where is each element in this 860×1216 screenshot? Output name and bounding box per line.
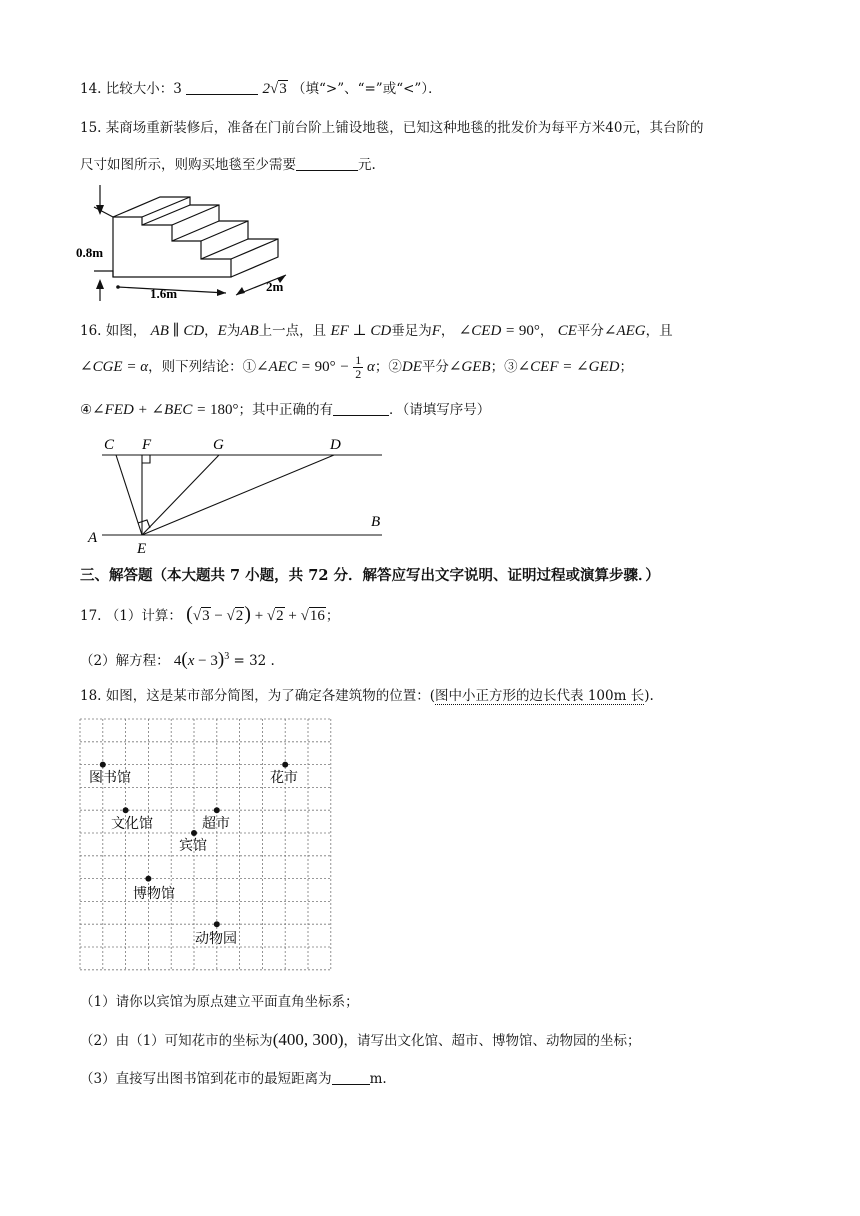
right-angle-f xyxy=(142,455,150,463)
q17-text: 17. （1）计算： xyxy=(80,608,182,624)
q17-part1: 17. （1）计算： (√3 − √2) + √2 + √16； xyxy=(80,603,340,625)
q18-text: （2）由（1）可知花市的坐标为 xyxy=(80,1033,273,1049)
q14-prefix: 14. 比较大小：3 xyxy=(80,81,182,97)
q16-text: ，且 xyxy=(645,323,673,339)
stairs-figure xyxy=(76,183,326,305)
map-label-culture-hall: 文化馆 xyxy=(111,817,153,832)
q16-text: 16. 如图， xyxy=(80,323,147,339)
map-label-zoo: 动物园 xyxy=(195,932,237,947)
q16-angle-ced: ∠CED = 90° xyxy=(458,323,540,339)
q16-parallel: AB ∥ CD xyxy=(150,323,205,339)
segment-de xyxy=(142,455,334,535)
q16-text: 为 xyxy=(226,323,241,339)
q16-text: 平分 xyxy=(421,358,449,375)
map-label-hotel: 宾馆 xyxy=(179,839,207,854)
q18-text: ). xyxy=(644,688,654,704)
q16-text: ；其中正确的有 xyxy=(238,402,333,418)
q16-text: ；③ xyxy=(490,358,518,375)
map-label-museum: 博物馆 xyxy=(133,887,175,902)
q16-statement-4: ∠FED + ∠BEC = 180° xyxy=(92,402,239,418)
q15-line2 xyxy=(80,155,376,175)
q16-text: 上一点，且 xyxy=(258,323,327,339)
q16-line2: ∠CGE = α，则下列结论：①∠AEC = 90° − $\frac{1}{2}$ α；②DE平分∠GEB；③∠CEF = ∠GED； xyxy=(80,353,634,381)
q15-line2-text: 尺寸如图所示，则购买地毯至少需要 xyxy=(80,157,296,173)
q16-text: ④ xyxy=(80,402,93,418)
library-dot xyxy=(100,762,106,768)
zoo-dot xyxy=(214,921,220,927)
q18-text: 18. 如图，这是某市部分简图，为了确定各建筑物的位置：( xyxy=(80,688,436,704)
q16-line1: 16. 如图， AB ∥ CD，E为AB上一点，且 EF ⊥ CD垂足为F， ∠CED = 90°， CE平分∠AEG，且 xyxy=(80,323,673,339)
q16-text: 平分 xyxy=(576,323,604,339)
q15-answer-blank[interactable] xyxy=(296,170,358,171)
q15-line2-suffix: 元. xyxy=(358,157,376,173)
q18-text: （3）直接写出图书馆到花市的最短距离为 xyxy=(80,1071,332,1087)
q16-text: ；② xyxy=(374,358,402,375)
q18-text: ，请写出文化馆、超市、博物馆、动物园的坐标； xyxy=(343,1033,641,1049)
q18-emphasis: 图中小正方形的边长代表 100m 长 xyxy=(435,688,645,704)
museum-dot xyxy=(145,876,151,882)
label-c: C xyxy=(104,437,115,453)
q17-expression-2: $4(x - 3)^3$ xyxy=(173,649,230,670)
map-label-supermarket: 超市 xyxy=(202,817,230,832)
q18-sub2 xyxy=(80,1030,641,1051)
q16-perp: EF ⊥ CD xyxy=(330,323,392,339)
q18-text: m. xyxy=(369,1071,387,1087)
q16-answer-blank[interactable] xyxy=(333,415,389,416)
q18-answer-blank[interactable] xyxy=(332,1084,370,1085)
label-a: A xyxy=(88,530,98,546)
stairs-back-profile xyxy=(113,197,278,277)
supermarket-dot xyxy=(214,807,220,813)
q18-sub3 xyxy=(80,1069,387,1089)
q18-intro xyxy=(80,686,654,706)
q16-statement-1: ∠AEC = 90° − $\frac{1}{2}$ α xyxy=(256,353,375,381)
flower-market-coordinate: (400, 300) xyxy=(272,1030,344,1049)
q16-line3 xyxy=(80,400,490,420)
q17-text: （2）解方程： xyxy=(80,653,170,669)
section3-heading: 三、解答题（本大题共 7 小题，共 72 分．解答应写出文字说明、证明过程或演算步骤．） xyxy=(80,567,660,584)
map-label-library: 图书馆 xyxy=(89,771,131,786)
label-g: G xyxy=(213,437,224,453)
q16-text: 垂足为 xyxy=(391,323,432,339)
label-d: D xyxy=(330,437,341,453)
culture-hall-dot xyxy=(123,807,129,813)
q18-sub1: （1）请你以宾馆为原点建立平面直角坐标系； xyxy=(80,994,359,1010)
q17-part2 xyxy=(80,647,275,671)
q16-text: ，则下列结论：① xyxy=(148,358,257,375)
label-f: F xyxy=(142,437,152,453)
stairs-width-label: 2m xyxy=(266,279,284,294)
stairs-length-label: 1.6m xyxy=(150,286,178,301)
geometry-figure xyxy=(84,432,394,558)
q16-statement-3: ∠CEF = ∠GED xyxy=(517,358,620,375)
q15-line1: 15. 某商场重新装修后，准备在门前台阶上铺设地毯，已知这种地毯的批发价为每平方米40元，其台阶的 xyxy=(80,120,704,136)
q17-expression-1: (√3 − √2) + √2 + √16 xyxy=(186,603,325,625)
flower-market-dot xyxy=(282,762,288,768)
segment-ge xyxy=(142,455,219,535)
hotel-dot xyxy=(191,830,197,836)
q16-text: ； xyxy=(619,358,634,375)
q14-line xyxy=(80,79,442,99)
stairs-front-profile xyxy=(113,217,231,277)
q14-hint: （填“>”、“=”或“<”）． xyxy=(291,81,442,97)
q16-angle-cge: ∠CGE = α xyxy=(80,358,149,375)
q17-text: = 32 . xyxy=(229,653,275,669)
q14-expression: 2√3 xyxy=(262,81,287,97)
city-map-grid xyxy=(79,718,333,974)
q16-text: ．（请填写序号） xyxy=(388,402,491,418)
label-e: E xyxy=(137,541,147,557)
map-label-flower-market: 花市 xyxy=(270,771,298,786)
stairs-height-label: 0.8m xyxy=(76,245,104,260)
label-b: B xyxy=(371,514,381,530)
q14-answer-blank[interactable] xyxy=(186,94,258,95)
